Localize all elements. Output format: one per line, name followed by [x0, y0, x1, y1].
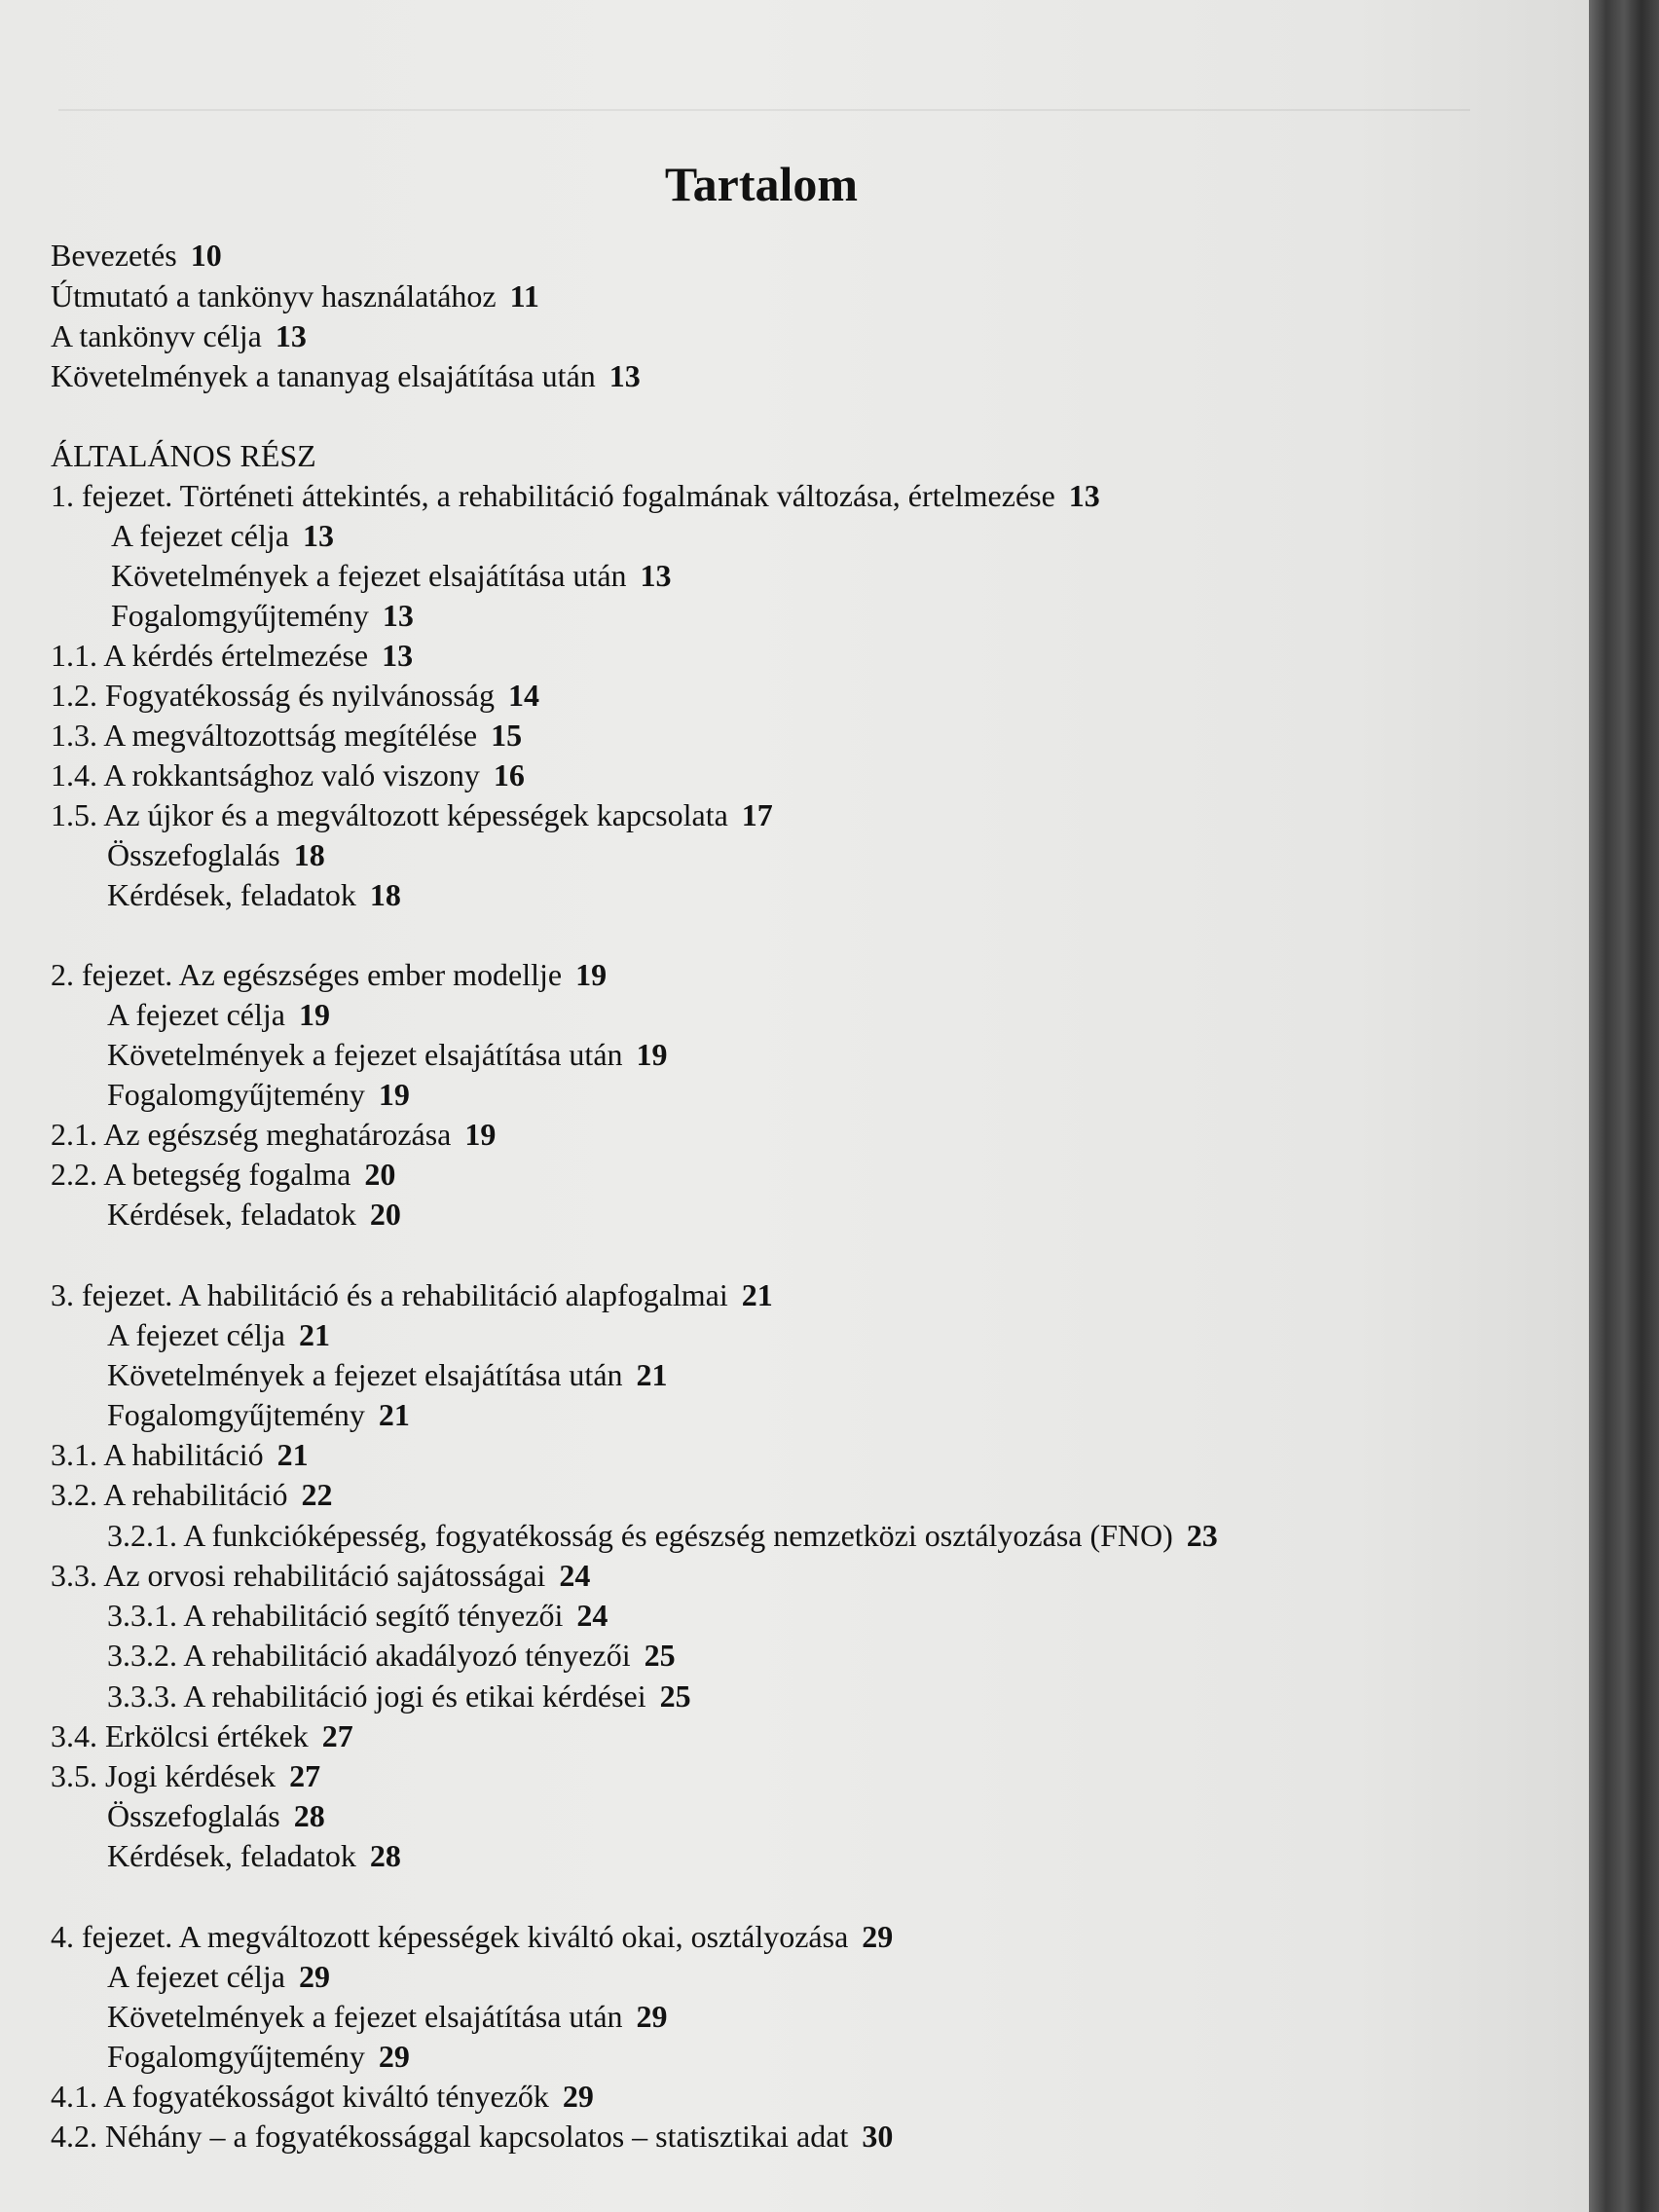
toc-entry: A fejezet célja 13 — [111, 518, 334, 553]
toc-entry: 3. fejezet. A habilitáció és a rehabilitáció alapfogalmai 21 — [51, 1277, 773, 1312]
toc-entry: 4. fejezet. A megváltozott képességek kiváltó okai, osztályozása 29 — [51, 1919, 894, 1954]
toc-entry: Fogalomgyűjtemény 29 — [107, 2039, 410, 2074]
toc-entry: Kérdések, feladatok 28 — [107, 1838, 401, 1873]
toc-entry: Útmutató a tankönyv használatához 11 — [51, 278, 539, 313]
toc-entry: 3.3.2. A rehabilitáció akadályozó tényezői 25 — [107, 1638, 676, 1673]
toc-entry: 2.2. A betegség fogalma 20 — [51, 1157, 396, 1192]
toc-entry: 1.4. A rokkantsághoz való viszony 16 — [51, 757, 525, 793]
toc-entry: Követelmények a fejezet elsajátítása után 29 — [107, 1999, 668, 2034]
toc-entry: 4.1. A fogyatékosságot kiváltó tényezők 29 — [51, 2079, 594, 2114]
toc-entry: 3.5. Jogi kérdések 27 — [51, 1758, 321, 1793]
toc-entry: Kérdések, feladatok 18 — [107, 877, 401, 912]
toc-entry: Fogalomgyűjtemény 21 — [107, 1397, 410, 1432]
toc-entry: Követelmények a tananyag elsajátítása után 13 — [51, 358, 641, 393]
toc-entry: A fejezet célja 21 — [107, 1317, 330, 1352]
toc-entry: Összefoglalás 28 — [107, 1798, 325, 1833]
toc-entry: Összefoglalás 18 — [107, 837, 325, 872]
toc-entry: 4.2. Néhány – a fogyatékossággal kapcsolatos – statisztikai adat 30 — [51, 2119, 894, 2154]
toc-entry: 3.3. Az orvosi rehabilitáció sajátosságai 24 — [51, 1558, 591, 1593]
toc-entry: Követelmények a fejezet elsajátítása után 19 — [107, 1037, 668, 1072]
toc-entry: Bevezetés 10 — [51, 238, 222, 273]
toc-entry: Fogalomgyűjtemény 13 — [111, 598, 414, 633]
toc-entry: 3.3.3. A rehabilitáció jogi és etikai kérdései 25 — [107, 1678, 691, 1714]
toc-entry: A fejezet célja 19 — [107, 997, 330, 1032]
toc-entry: 3.4. Erkölcsi értékek 27 — [51, 1718, 353, 1753]
toc-entry: 3.3.1. A rehabilitáció segítő tényezői 24 — [107, 1598, 608, 1633]
toc-entry: Kérdések, feladatok 20 — [107, 1197, 401, 1232]
section-heading: ÁLTALÁNOS RÉSZ — [51, 438, 316, 473]
toc-entry: 2. fejezet. Az egészséges ember modellje 19 — [51, 957, 608, 992]
toc-entry: 1.2. Fogyatékosság és nyilvánosság 14 — [51, 678, 539, 713]
toc-entry: 3.2. A rehabilitáció 22 — [51, 1477, 333, 1512]
toc-entry: A tankönyv célja 13 — [51, 318, 307, 353]
page-title: Tartalom — [664, 157, 859, 211]
book-edge — [1589, 0, 1659, 2212]
toc-entry: 3.1. A habilitáció 21 — [51, 1437, 309, 1472]
toc-entry: Követelmények a fejezet elsajátítása után 13 — [111, 558, 672, 593]
toc-entry: 1.5. Az újkor és a megváltozott képességek kapcsolata 17 — [51, 797, 773, 832]
toc-entry: 2.1. Az egészség meghatározása 19 — [51, 1117, 497, 1152]
toc-entry: 1.1. A kérdés értelmezése 13 — [51, 638, 414, 673]
toc-entry: Követelmények a fejezet elsajátítása után 21 — [107, 1357, 668, 1392]
toc-entry: 1.3. A megváltozottság megítélése 15 — [51, 718, 523, 753]
toc-entry: 1. fejezet. Történeti áttekintés, a rehabilitáció fogalmának változása, értelmezése 13 — [51, 478, 1100, 513]
toc-entry: Fogalomgyűjtemény 19 — [107, 1077, 410, 1112]
toc-entry: A fejezet célja 29 — [107, 1959, 330, 1994]
toc-entry: 3.2.1. A funkcióképesség, fogyatékosság és egészség nemzetközi osztályozása (FNO) 23 — [107, 1518, 1218, 1553]
